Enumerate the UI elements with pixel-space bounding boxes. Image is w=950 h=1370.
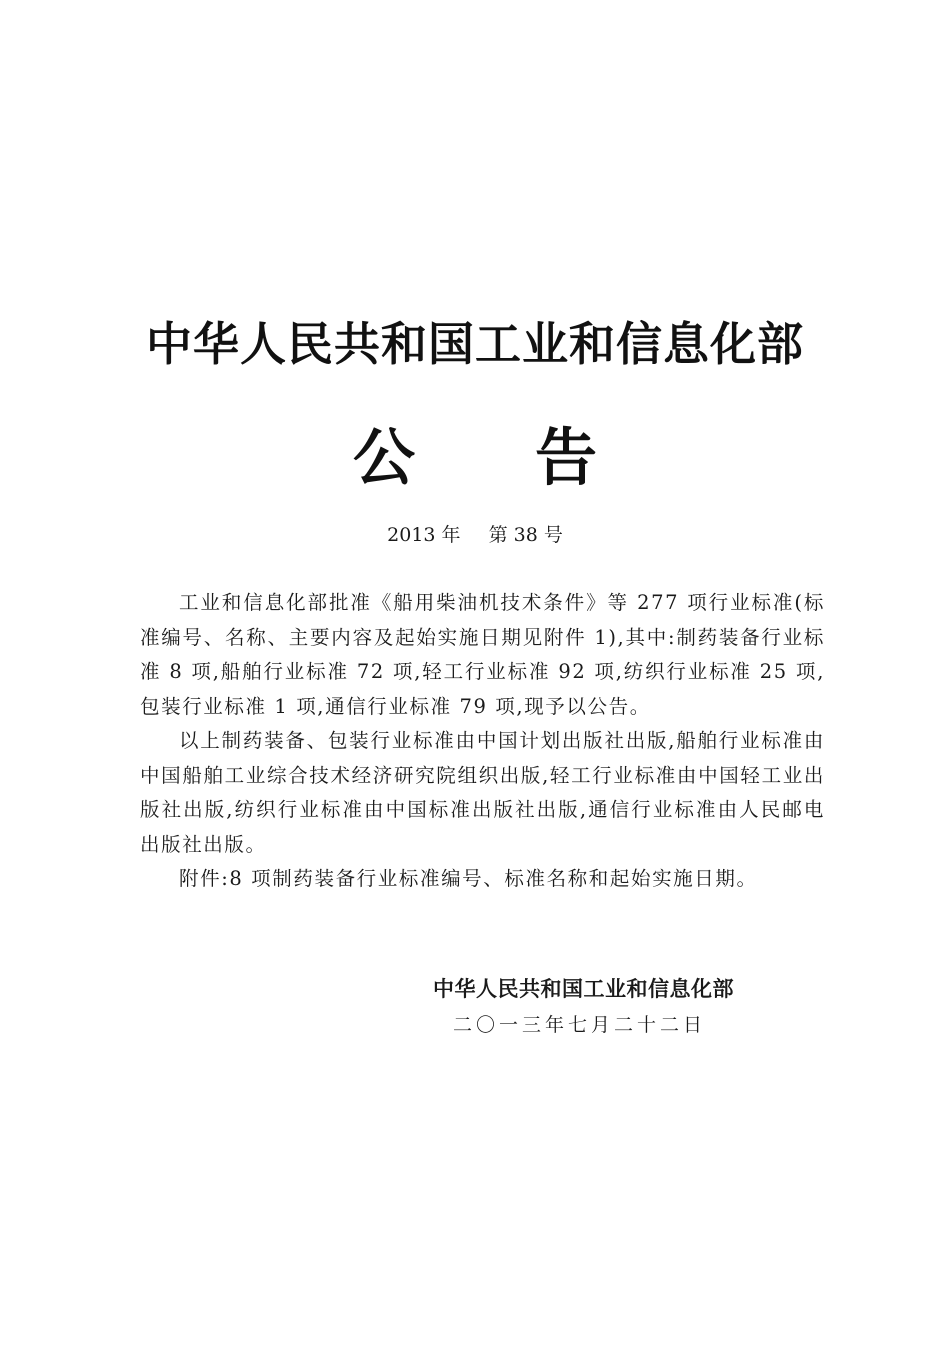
signature-date: 二〇一三年七月二十二日 xyxy=(453,1014,707,1036)
doc-number xyxy=(0,522,950,548)
doc-type-heading xyxy=(0,420,950,496)
doc-type-char-1: 公 xyxy=(352,421,415,494)
doc-issue-number: 第 38 号 xyxy=(488,524,563,546)
ministry-title: 中华人民共和国工业和信息化部 xyxy=(146,317,804,371)
doc-year: 2013 年 xyxy=(387,524,461,546)
signature-authority: 中华人民共和国工业和信息化部 xyxy=(433,977,734,1001)
attachment-note: 附件:8 项制药装备行业标准编号、标准名称和起始实施日期。 xyxy=(179,867,758,890)
body-paragraph: 以上制药装备、包装行业标准由中国计划出版社出版,船舶行业标准由中国船舶工业综合技术经济研究院组织出版,轻工行业标准由中国轻工业出版社出版,纺织行业标准由中国标准出版社出版,通信行业标准由人民邮电出版社出版。 xyxy=(140,729,825,856)
body-paragraph: 工业和信息化部批准《船用柴油机技术条件》等 277 项行业标准(标准编号、名称、主要内容及起始实施日期见附件 1),其中:制药装备行业标准 8 项,船舶行业标准 72 项,轻工行业标准 92 项,纺织行业标准 25 项,包装行业标准 1 项,通信行业标准 79 项,现予以公告。 xyxy=(140,591,825,718)
announcement-body xyxy=(140,586,825,897)
doc-type-char-2: 告 xyxy=(535,421,598,494)
